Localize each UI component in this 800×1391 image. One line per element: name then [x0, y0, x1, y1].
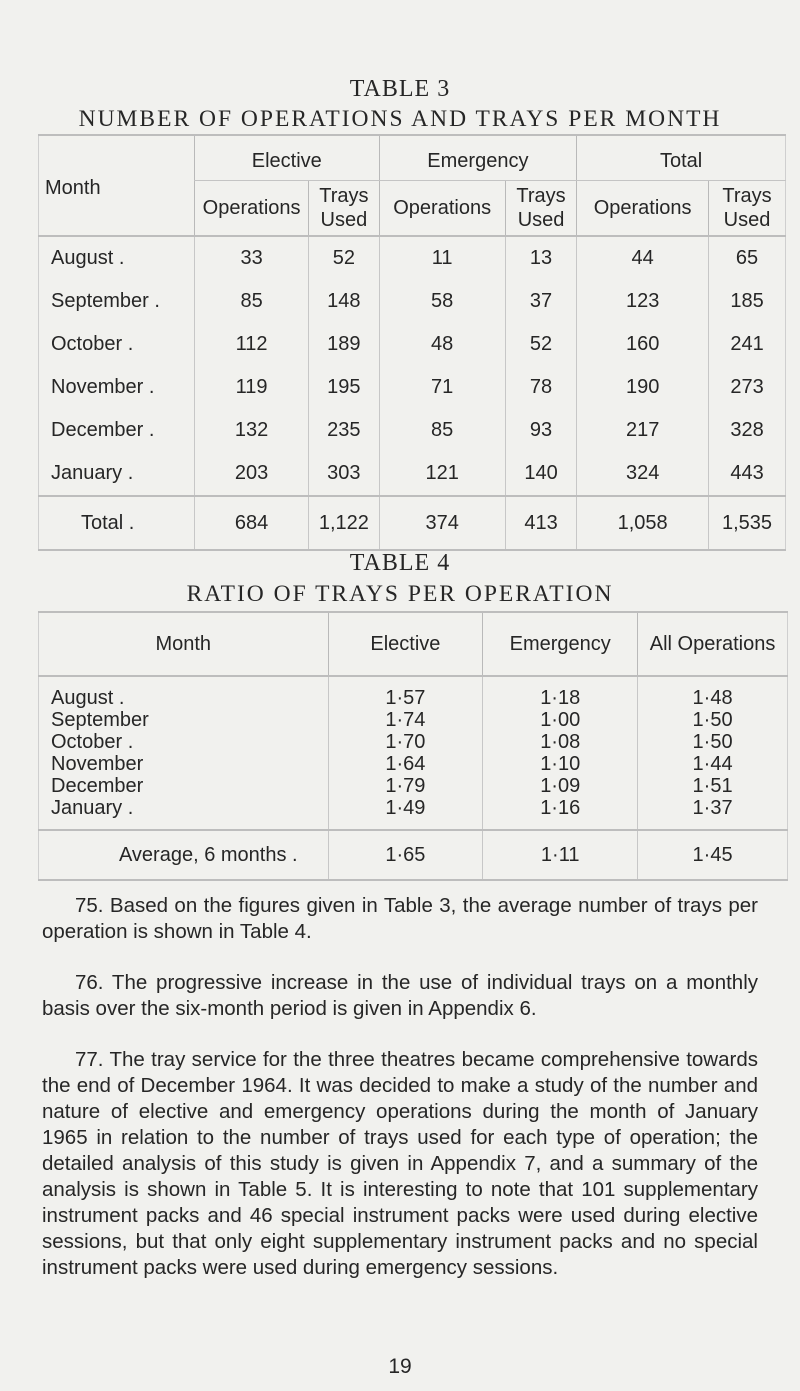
cell: 235: [309, 409, 379, 452]
cell: 1·11: [483, 830, 638, 880]
table3-header-operations: Operations: [577, 181, 709, 237]
table3-header-operations: Operations: [379, 181, 505, 237]
row-month: January .: [51, 797, 134, 819]
table4-caption: TABLE 4: [349, 550, 451, 576]
cell: 443: [709, 452, 786, 496]
row-month: October .: [51, 333, 134, 355]
cell: 1·00: [483, 709, 638, 731]
table4-header-all-operations: All Operations: [638, 612, 788, 676]
table3-month-header: Month: [39, 135, 195, 236]
cell: 1·16: [483, 797, 638, 830]
cell: 1·51: [638, 775, 788, 797]
table-row: [39, 753, 788, 775]
row-month: December: [51, 775, 144, 797]
table-average-row: [39, 830, 788, 880]
row-month: January .: [51, 462, 134, 484]
cell: 190: [577, 366, 709, 409]
cell: 33: [194, 236, 308, 280]
cell: 1·74: [328, 709, 483, 731]
paragraph-75: 75. Based on the figures given in Table 3, the average number of trays per operation is shown in Table 4.: [42, 894, 758, 943]
row-month: September .: [51, 290, 160, 312]
total-label: Total .: [39, 496, 195, 550]
cell: 1·57: [328, 676, 483, 709]
paragraph-77: 77. The tray service for the three theatres became comprehensive towards the end of December 1964. It was decided to make a study of the number and nature of elective and emergency operations during the month of January 1965 in relation to the number of trays used for each type of operation; the detailed analysis of this study is given in Appendix 7, and a summary of the analysis is shown in Table 5. It is interesting to note that 101 supplementary instrument packs and 46 special instrument packs were used during elective sessions, but that only eight supplementary instrument packs and no special instrument packs were used during emergency sessions.: [42, 1048, 758, 1279]
cell: 413: [505, 496, 576, 550]
cell: 217: [577, 409, 709, 452]
cell: 11: [379, 236, 505, 280]
table3-group-emergency: Emergency: [379, 135, 577, 181]
cell: 44: [577, 236, 709, 280]
cell: 203: [194, 452, 308, 496]
cell: 119: [194, 366, 308, 409]
row-month: December .: [51, 419, 155, 441]
cell: 1,058: [577, 496, 709, 550]
table3-header-trays-used: Trays Used: [709, 181, 786, 237]
cell: 684: [194, 496, 308, 550]
table4-title: RATIO OF TRAYS PER OPERATION: [186, 581, 614, 607]
row-month: November .: [51, 376, 155, 398]
cell: 1,535: [709, 496, 786, 550]
cell: 1·18: [483, 676, 638, 709]
table-row: [39, 731, 788, 753]
table4-header-month: Month: [39, 612, 329, 676]
cell: 1·50: [638, 709, 788, 731]
paragraph-76: 76. The progressive increase in the use of individual trays on a monthly basis over the six-month period is given in Appendix 6.: [42, 971, 758, 1020]
row-month: September: [51, 709, 149, 731]
cell: 123: [577, 280, 709, 323]
cell: 85: [194, 280, 308, 323]
cell: 121: [379, 452, 505, 496]
table3-group-total: Total: [577, 135, 786, 181]
cell: 148: [309, 280, 379, 323]
table-row: [39, 236, 786, 280]
table3: [38, 134, 786, 551]
table3-group-elective: Elective: [194, 135, 379, 181]
cell: 303: [309, 452, 379, 496]
cell: 1·50: [638, 731, 788, 753]
table-total-row: [39, 496, 786, 550]
row-month: August .: [51, 687, 125, 709]
table3-header-trays-used: Trays Used: [505, 181, 576, 237]
average-label: Average, 6 months .: [39, 830, 329, 880]
cell: 1·49: [328, 797, 483, 830]
row-month: August .: [51, 247, 125, 269]
cell: 1·44: [638, 753, 788, 775]
cell: 189: [309, 323, 379, 366]
cell: 1·70: [328, 731, 483, 753]
table-row: [39, 775, 788, 797]
cell: 1·64: [328, 753, 483, 775]
table4-header-elective: Elective: [328, 612, 483, 676]
table3-header-trays-used: Trays Used: [309, 181, 379, 237]
cell: 65: [709, 236, 786, 280]
table-row: [39, 323, 786, 366]
cell: 85: [379, 409, 505, 452]
cell: 58: [379, 280, 505, 323]
row-month: November: [51, 753, 144, 775]
table4: [38, 611, 788, 881]
cell: 185: [709, 280, 786, 323]
table4-header-emergency: Emergency: [483, 612, 638, 676]
cell: 13: [505, 236, 576, 280]
cell: 160: [577, 323, 709, 366]
cell: 241: [709, 323, 786, 366]
cell: 1·48: [638, 676, 788, 709]
cell: 112: [194, 323, 308, 366]
table-row: [39, 280, 786, 323]
cell: 1·37: [638, 797, 788, 830]
cell: 328: [709, 409, 786, 452]
table-row: [39, 452, 786, 496]
table3-title: NUMBER OF OPERATIONS AND TRAYS PER MONTH: [78, 106, 722, 132]
cell: 52: [505, 323, 576, 366]
table-row: [39, 797, 788, 830]
cell: 1·09: [483, 775, 638, 797]
cell: 1·65: [328, 830, 483, 880]
page-number: 19: [388, 1355, 412, 1378]
cell: 374: [379, 496, 505, 550]
cell: 93: [505, 409, 576, 452]
table3-caption: TABLE 3: [349, 76, 451, 102]
cell: 1,122: [309, 496, 379, 550]
table-row: [39, 676, 788, 709]
row-month: October .: [51, 731, 134, 753]
cell: 132: [194, 409, 308, 452]
cell: 1·45: [638, 830, 788, 880]
cell: 273: [709, 366, 786, 409]
cell: 37: [505, 280, 576, 323]
table-row: [39, 709, 788, 731]
table-row: [39, 409, 786, 452]
cell: 71: [379, 366, 505, 409]
cell: 78: [505, 366, 576, 409]
table3-header-operations: Operations: [194, 181, 308, 237]
cell: 140: [505, 452, 576, 496]
cell: 1·08: [483, 731, 638, 753]
cell: 52: [309, 236, 379, 280]
table-row: [39, 366, 786, 409]
cell: 1·10: [483, 753, 638, 775]
cell: 1·79: [328, 775, 483, 797]
cell: 48: [379, 323, 505, 366]
cell: 324: [577, 452, 709, 496]
cell: 195: [309, 366, 379, 409]
